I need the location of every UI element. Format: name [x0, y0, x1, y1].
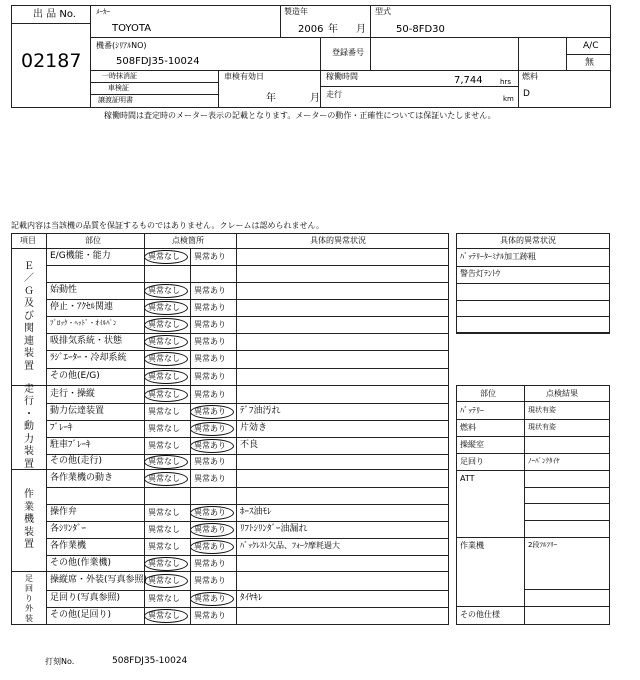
stamp-label: 打刻No.: [45, 657, 75, 666]
group-label-char: 装: [24, 348, 34, 360]
group-label-char: 関: [24, 323, 34, 335]
status-normal: 異常なし: [148, 389, 180, 399]
row-part: ﾗｼﾞｴｰﾀｰ・冷却系統: [50, 353, 127, 363]
group-label-char: 動: [24, 421, 34, 433]
status-abnormal: 異常あり: [194, 576, 226, 585]
insp-year-unit: 年: [266, 93, 276, 104]
disclaimer: 記載内容は当該機の品質を保証するものではありません。クレームは認められません。: [11, 221, 324, 230]
status-normal: 異常なし: [148, 576, 180, 585]
circle-abnormal-mark: [190, 592, 234, 606]
col-header-part: 部位: [85, 236, 101, 245]
status-abnormal: 異常あり: [194, 406, 226, 416]
result-part: ﾊﾞｯﾃﾘｰ: [460, 406, 484, 415]
status-abnormal: 異常あり: [194, 389, 226, 399]
status-normal: 異常なし: [148, 440, 180, 450]
circle-normal-mark: [144, 284, 188, 298]
group-label-char: 足: [25, 573, 33, 583]
hours-value: 7,744: [454, 75, 483, 86]
right-detail-line: 警告灯ﾃﾝﾄｳ: [460, 269, 500, 278]
maker-value: TOYOTA: [112, 23, 152, 34]
status-abnormal: 異常あり: [194, 285, 226, 295]
group-label-char: 行: [24, 396, 34, 408]
row-detail: ﾎｰｽ油ﾓﾚ: [240, 506, 272, 517]
group-label-char: び: [24, 310, 34, 322]
col-header-check: 点検箇所: [172, 236, 204, 245]
group-label-char: 装: [25, 613, 33, 623]
group-label-char: Ｅ: [24, 260, 34, 272]
group-label-char: 置: [24, 360, 34, 372]
status-abnormal: 異常あり: [194, 440, 226, 450]
insp-month-unit: 月: [310, 93, 320, 104]
group-label-char: 作: [24, 489, 34, 501]
row-part: E/G機能・能力: [50, 251, 111, 261]
status-abnormal: 異常あり: [194, 319, 226, 329]
status-normal: 異常なし: [148, 302, 180, 312]
group-label-char: 及: [24, 298, 34, 310]
group-label: [22, 384, 36, 472]
year-value: 2006: [298, 24, 324, 35]
row-detail: 不良: [240, 439, 259, 450]
circle-normal-mark: [144, 388, 188, 402]
row-part: 吸排気系統・状態: [50, 335, 123, 346]
group-label: [22, 574, 36, 624]
result-part: その他仕様: [460, 610, 500, 619]
group-label-char: 走: [24, 383, 34, 395]
circle-normal-mark: [144, 352, 188, 366]
row-part: 操縦席・外装(写真参照): [50, 575, 148, 585]
status-normal: 異常なし: [148, 423, 180, 433]
row-part: 操作弁: [50, 506, 78, 517]
col-header-category: 項目: [20, 236, 36, 245]
circle-abnormal-mark: [190, 523, 234, 537]
cert-temp-cancel: 一時抹消証: [102, 72, 137, 80]
result-part: 足回り: [460, 457, 484, 466]
circle-normal-mark: [144, 557, 188, 571]
serial-value: 508FDJ35-10024: [116, 56, 200, 67]
circle-abnormal-mark: [190, 506, 234, 520]
status-normal: 異常なし: [148, 593, 180, 603]
group-label-char: 連: [24, 335, 34, 347]
status-normal: 異常なし: [148, 524, 180, 534]
status-normal: 異常なし: [148, 507, 180, 517]
group-label: [22, 261, 36, 374]
row-detail: 片効き: [240, 422, 268, 433]
right-detail-header: 具体的異常状況: [500, 236, 556, 245]
status-abnormal: 異常あり: [194, 524, 226, 534]
status-abnormal: 異常あり: [194, 611, 226, 620]
status-normal: 異常なし: [148, 285, 180, 295]
row-part: 各作業機: [50, 540, 87, 551]
status-abnormal: 異常あり: [194, 507, 226, 517]
status-abnormal: 異常あり: [194, 372, 226, 381]
model-value: 50-8FD30: [396, 24, 445, 35]
circle-normal-mark: [144, 250, 188, 264]
travel-label: 走行: [326, 90, 342, 99]
circle-abnormal-mark: [190, 422, 234, 436]
result-part: 燃料: [460, 423, 476, 432]
circle-normal-mark: [144, 455, 188, 469]
group-label-char: ／: [24, 273, 34, 285]
status-normal: 異常なし: [148, 457, 180, 466]
group-label-char: 置: [24, 458, 34, 470]
circle-normal-mark: [144, 472, 188, 486]
group-label-char: 装: [24, 526, 34, 538]
fuel-label: 燃料: [522, 72, 538, 81]
row-part: 各作業機の動き: [50, 472, 114, 483]
circle-normal-mark: [144, 335, 188, 349]
row-part: 停止・ｱｸｾﾙ関連: [50, 301, 114, 312]
group-label-char: Ｇ: [24, 285, 34, 297]
status-normal: 異常なし: [148, 541, 180, 551]
result-part: 操縦室: [460, 440, 484, 449]
row-part: 駐車ﾌﾞﾚｰｷ: [50, 439, 91, 450]
group-label-char: 置: [24, 539, 34, 551]
row-detail: ﾀｲﾔｷﾚ: [240, 592, 263, 603]
registration-label: 登録番号: [332, 48, 364, 57]
hours-note: 稼働時間は査定時のメーター表示の記載となります。メーターの動作・正確性については保証いたしません。: [104, 111, 496, 120]
result-part: ATT: [460, 474, 475, 483]
row-part: その他(走行): [50, 456, 103, 466]
row-detail: ﾃﾞﾌ油汚れ: [240, 405, 281, 416]
status-abnormal: 異常あり: [194, 457, 226, 466]
result-part: 作業機: [460, 541, 484, 550]
cert-transfer: 譲渡証明書: [98, 96, 133, 104]
row-part: 足回り(写真参照): [50, 592, 121, 603]
status-abnormal: 異常あり: [194, 541, 226, 551]
status-abnormal: 異常あり: [194, 473, 226, 483]
group-label-char: 力: [24, 433, 34, 445]
serial-label: 機番(ｼﾘｱﾙNO): [96, 41, 147, 50]
group-label-char: ・: [24, 408, 34, 420]
circle-normal-mark: [144, 609, 188, 623]
result-value: ﾉｰﾊﾟﾝｸﾀｲﾔ: [528, 457, 560, 465]
status-normal: 異常なし: [148, 558, 180, 568]
status-normal: 異常なし: [148, 372, 180, 381]
group-label-char: 外: [25, 603, 33, 613]
group-label-char: 業: [24, 501, 34, 513]
status-normal: 異常なし: [148, 473, 180, 483]
right-result-header-result: 点検結果: [546, 389, 578, 398]
year-label: 製造年: [284, 7, 308, 16]
circle-normal-mark: [144, 370, 188, 384]
ac-value: 無: [585, 58, 595, 68]
row-part: ﾌﾞﾛｯｸ・ﾍｯﾄﾞ・ｵｲﾙﾊﾟﾝ: [50, 318, 117, 327]
status-normal: 異常なし: [148, 336, 180, 346]
hours-label: 稼働時間: [326, 72, 358, 81]
inspection-label: 車検有効日: [224, 72, 264, 81]
row-part: その他(E/G): [50, 371, 100, 381]
status-normal: 異常なし: [148, 252, 180, 261]
circle-normal-mark: [144, 301, 188, 315]
fuel-value: D: [523, 89, 530, 99]
right-detail-line: ﾊﾞｯﾃﾘｰﾀｰﾐﾅﾙ加工跡粗: [460, 252, 536, 261]
status-normal: 異常なし: [148, 406, 180, 416]
result-value: 現状有姿: [528, 406, 556, 414]
result-value: 現状有姿: [528, 423, 556, 431]
status-abnormal: 異常あり: [194, 354, 226, 363]
row-part: その他(足回り): [50, 610, 112, 620]
group-label-char: り: [25, 593, 33, 603]
status-abnormal: 異常あり: [194, 558, 226, 568]
row-detail: ﾊﾞｯｸﾚｽﾄ欠品、ﾌｫｰｸ摩耗過大: [240, 540, 340, 550]
group-label-char: 機: [24, 514, 34, 526]
group-label-char: 回: [25, 583, 33, 593]
row-part: 走行・操縦: [50, 388, 96, 399]
model-label: 型式: [375, 7, 391, 16]
circle-abnormal-mark: [190, 439, 234, 453]
cert-vehicle: 車検証: [108, 84, 129, 92]
right-result-header-part: 部位: [480, 389, 496, 398]
group-label-char: 装: [24, 446, 34, 458]
row-part: 動力伝達装置: [50, 405, 105, 416]
lot-number: 02187: [21, 50, 82, 72]
result-value: 2段ﾌﾙﾌﾘｰ: [528, 541, 557, 549]
year-unit: 年: [328, 24, 338, 35]
circle-abnormal-mark: [190, 540, 234, 554]
status-normal: 異常なし: [148, 611, 180, 620]
circle-normal-mark: [144, 318, 188, 332]
lot-label: 出 品 No.: [33, 9, 76, 20]
group-label: [22, 489, 36, 552]
status-normal: 異常なし: [148, 319, 180, 329]
row-part: 始動性: [50, 284, 78, 295]
row-detail: ﾘﾌﾄｼﾘﾝﾀﾞｰ油漏れ: [240, 523, 308, 534]
circle-abnormal-mark: [190, 405, 234, 419]
col-header-detail: 具体的異常状況: [310, 236, 366, 245]
status-abnormal: 異常あり: [194, 593, 226, 603]
row-part: その他(作業機): [50, 557, 112, 568]
status-abnormal: 異常あり: [194, 423, 226, 433]
circle-normal-mark: [144, 574, 188, 588]
stamp-value: 508FDJ35-10024: [112, 656, 188, 666]
row-part: ﾌﾞﾚｰｷ: [50, 422, 73, 433]
status-normal: 異常なし: [148, 354, 180, 363]
month-unit: 月: [356, 24, 366, 35]
status-abnormal: 異常あり: [194, 252, 226, 261]
ac-label: A/C: [583, 41, 599, 51]
km-unit: km: [503, 95, 514, 103]
row-part: 各ｼﾘﾝﾀﾞｰ: [50, 523, 87, 534]
maker-label: ﾒｰｶｰ: [96, 8, 110, 16]
hours-unit: hrs: [500, 78, 511, 86]
status-abnormal: 異常あり: [194, 302, 226, 312]
status-abnormal: 異常あり: [194, 336, 226, 346]
